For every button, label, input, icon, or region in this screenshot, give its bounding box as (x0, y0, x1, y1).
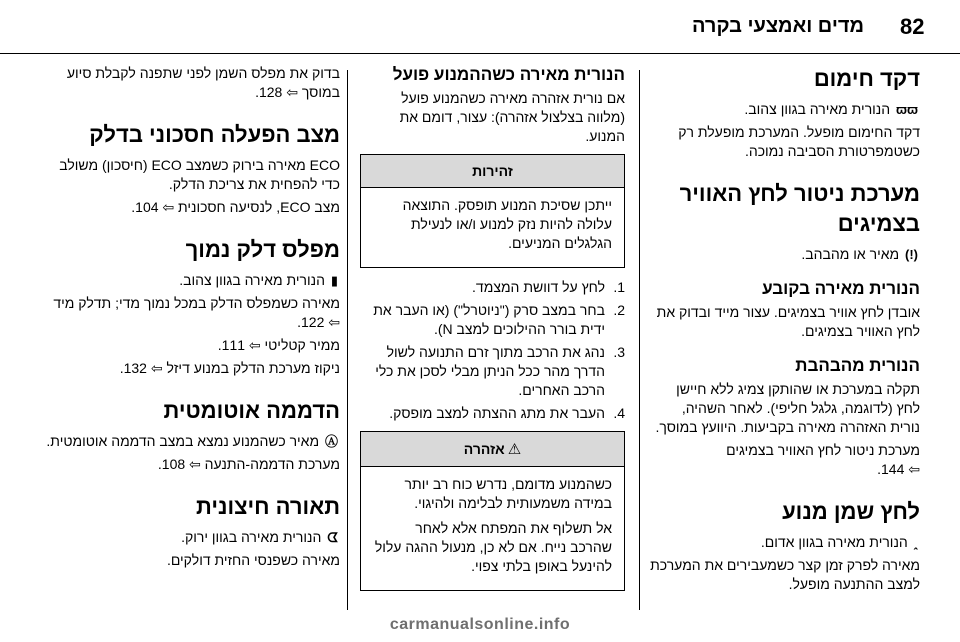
arrow-icon: ⇦ (189, 456, 201, 472)
autostop-icon: Ⓐ (324, 434, 338, 449)
paragraph: ϖϖ הנורית מאירה בגוון צהוב. (744, 101, 918, 117)
paragraph: מאירה לפרק זמן קצר כשמעבירים את המערכת למצב ההתנעה מופעל. (650, 557, 920, 592)
paragraph: Ⓐ מאיר כשהמנוע נמצא במצב הדממה אוטומטית. (46, 433, 338, 449)
subheading-lit: הנורית מאירה בקובע (762, 279, 920, 298)
headlight-icon: ᗧ (327, 530, 338, 545)
arrow-icon: ⇦ (328, 314, 340, 330)
warning-body: כשהמנוע מדומם, נדרש כוח רב יותר במידה משמעותית לבלימה ולהיגוי. (404, 476, 612, 511)
paragraph: תקלה במערכת או שהותקן צמיג ללא חיישן לחץ (לדוגמה, גלגל חליפי). לאחר השהיה, נורית האזהרה מאירה בקביעות. היוועץ במוסך. (655, 381, 920, 435)
warning-title: ⚠אזהרה (361, 432, 624, 467)
heading-tire-pressure: מערכת ניטור לחץ האוויר בצמיגים (679, 181, 920, 236)
arrow-icon: ⇦ (162, 199, 175, 215)
list-item: 4. העבר את מתג ההצתה למצב מופסק. (389, 405, 625, 421)
cross-reference: ניקוז מערכת הדלק במנוע דיזל ⇦ 132. (119, 360, 340, 376)
subheading-blink: הנורית מהבהבת (795, 356, 920, 375)
heading-engine-running: הנורית מאירה כשההמנוע פועל (392, 65, 625, 84)
cross-reference: מאירה כשמפלס הדלק במכל נמוך מדי; תדלק מיד ⇦ 122. (53, 295, 340, 330)
fuel-pump-icon: ▮ (330, 273, 338, 288)
paragraph: מאירה כשפנסי החזית דולקים. (166, 552, 340, 568)
heading-exterior-light: תאורה חיצונית (196, 494, 340, 519)
page-number: 82 (900, 14, 925, 39)
paragraph: ▮ הנורית מאירה בגוון צהוב. (179, 272, 338, 288)
column-divider (639, 70, 640, 610)
tire-pressure-icon: (!) (905, 247, 918, 262)
paragraph: דקד החימום מופעל. המערכת מופעלת רק כשטמפרטורת הסביבה נמוכה. (678, 124, 920, 159)
watermark: carmanualsonline.info (389, 616, 571, 633)
cross-reference: מצב ECO, לנסיעה חסכונית ⇦ 104. (131, 199, 340, 215)
column-middle (360, 64, 625, 601)
paragraph: אם נורית אזהרה מאירה כשהמנוע פועל (מלווה בצלצול אזהרה): עצור, דומם את המנוע. (399, 90, 625, 144)
steps-list (360, 278, 625, 423)
warning-box (360, 431, 625, 591)
cross-reference: מערכת הדממה-התנעה ⇦ 108. (157, 456, 340, 472)
page-header (0, 0, 960, 54)
list-item: 1. לחץ על דוושת המצמד. (472, 279, 625, 295)
column-divider (347, 70, 348, 610)
paragraph: ECO מאירה בירוק כשמצב ECO (חיסכון) משולב כדי להפחית את צריכת הדלק. (59, 157, 340, 192)
heading-autostop: הדממה אוטומטית (163, 398, 340, 423)
paragraph: אובדן לחץ אוויר בצמיגים. עצור מייד ובדוק את לחץ האוויר בצמיגים. (656, 304, 920, 339)
page-title: מדים ואמצעי בקרה (692, 15, 865, 37)
heading-fog: דקד חימום (813, 66, 920, 91)
column-left (40, 64, 340, 574)
heading-eco: מצב הפעלה חסכוני בדלק (89, 122, 340, 147)
cross-reference: בדוק את מפלס השמן לפני שתפנה לקבלת סיוע במוסך ⇦ 128. (66, 65, 340, 100)
notice-title: זהירות (361, 155, 624, 188)
arrow-icon: ⇦ (248, 337, 261, 353)
column-right (650, 64, 920, 598)
heading-low-fuel: מפלס דלק נמוך (185, 237, 340, 262)
list-item: 3. נהג את הרכב מתוך זרם התנועה לשול הדרך מהר ככל הניתן מבלי לסכן את כלי הרכב האחרים. (375, 344, 625, 398)
paragraph: (!) מאיר או מהבהב. (801, 246, 918, 262)
heading-oil-pressure: לחץ שמן מנוע (782, 499, 920, 524)
list-item: 2. בחר במצב סרק ("ניוטרל") (או העבר את ידית בורר ההילוכים למצב N). (373, 302, 625, 337)
notice-body: ייתכן שסיכת המנוע תופסק. התוצאה עלולה להיות נזק למנוע ו/או לנעילת הגלגלים המניעים. (402, 197, 612, 251)
fog-lamp-icon: ϖϖ (896, 102, 918, 117)
paragraph: ᗧ הנורית מאירה בגוון ירוק. (181, 529, 338, 545)
paragraph: ꞈ הנורית מאירה בגוון אדום. (760, 534, 918, 550)
arrow-icon: ⇦ (150, 360, 163, 376)
notice-box (360, 154, 625, 268)
oil-can-icon: ꞈ (913, 535, 918, 550)
warning-triangle-icon: ⚠ (507, 441, 522, 458)
arrow-icon: ⇦ (908, 461, 920, 477)
arrow-icon: ⇦ (286, 84, 298, 100)
cross-reference: ממיר קטליטי ⇦ 111. (217, 337, 340, 353)
cross-reference: מערכת ניטור לחץ האוויר בצמיגים ⇦ 144. (726, 442, 920, 477)
warning-body: אל תשלוף את המפתח אלא לאחר שהרכב נייח. אם לא כן, מנעול ההגה עלול להינעל באופן בלתי צפוי. (374, 520, 612, 574)
